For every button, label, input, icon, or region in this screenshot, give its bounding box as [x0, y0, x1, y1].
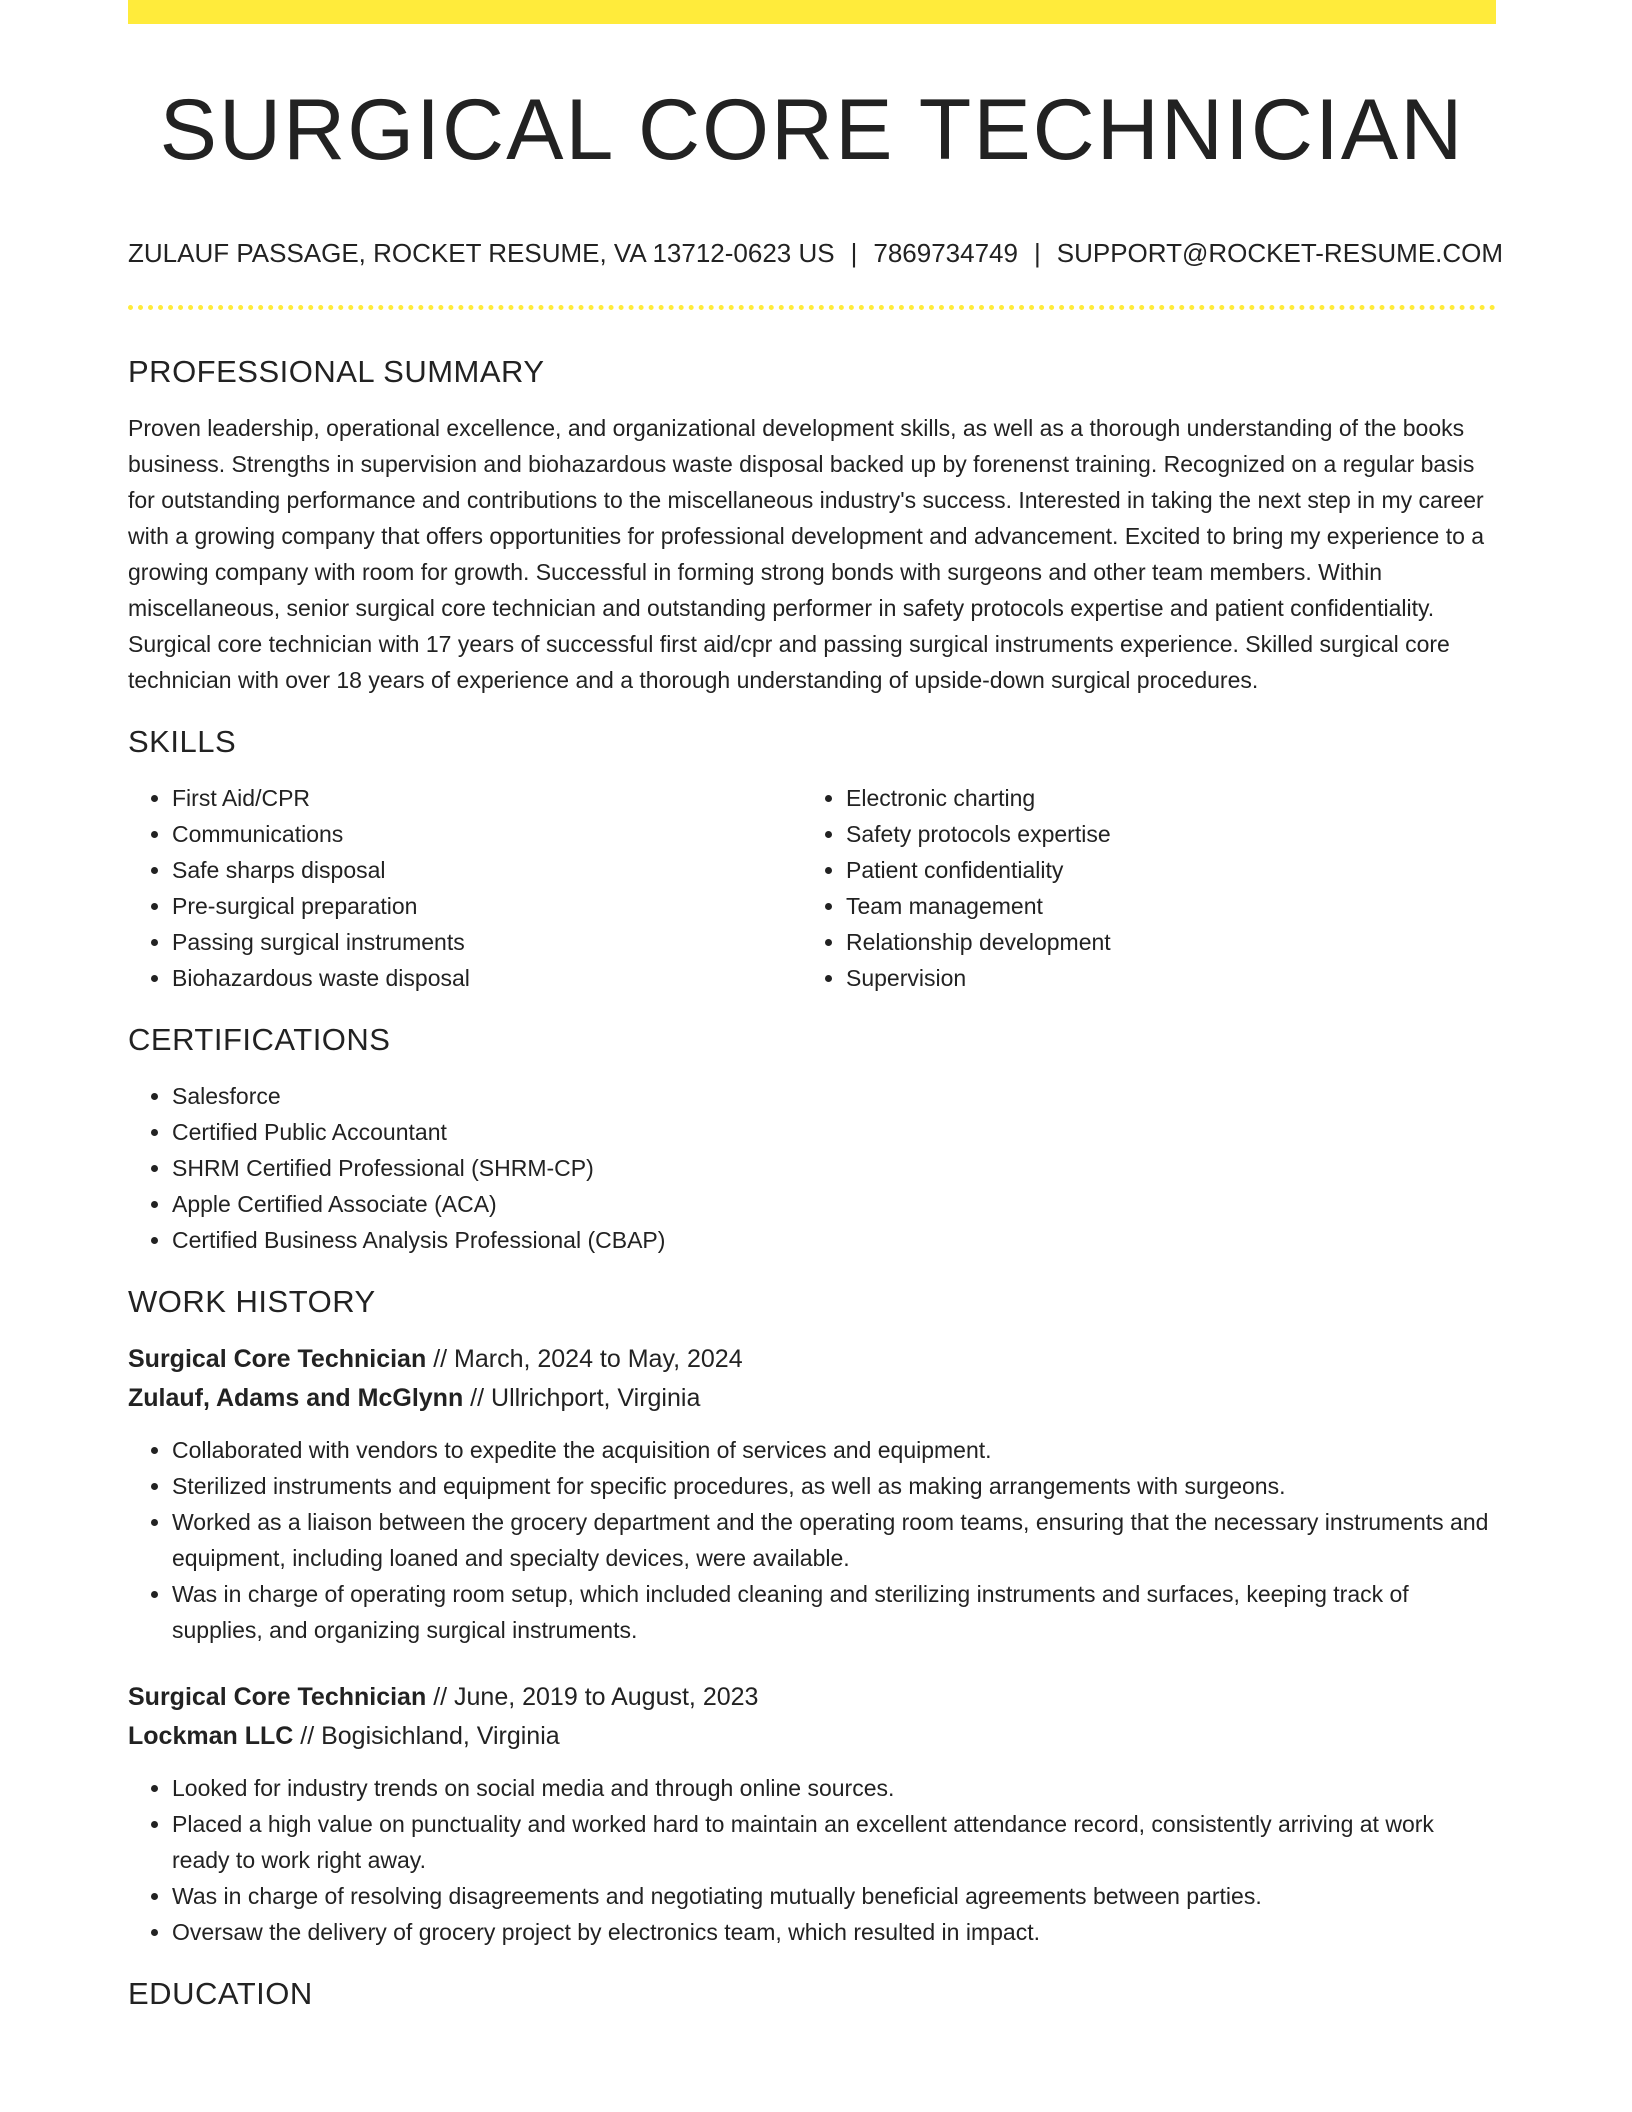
job-dates: // March, 2024 to May, 2024 [433, 1345, 743, 1373]
job-bullets [128, 1432, 1496, 1648]
resume-name: SURGICAL CORE TECHNICIAN [159, 82, 1465, 178]
skills-list-right [802, 780, 1476, 996]
job-title: Surgical Core Technician [128, 1345, 427, 1373]
job-location: // Bogisichland, Virginia [300, 1722, 560, 1750]
skill-item: • Supervision [846, 960, 1476, 996]
skill-item: • Patient confidentiality [846, 852, 1476, 888]
dotted-divider [128, 305, 1496, 310]
job-bullet: • Sterilized instruments and equipment for specific procedures, as well as making arrangements with surgeons. [172, 1468, 1496, 1504]
certification-item: • SHRM Certified Professional (SHRM-CP) [172, 1150, 1496, 1186]
certification-item: • Apple Certified Associate (ACA) [172, 1186, 1496, 1222]
job-company: Lockman LLC [128, 1722, 294, 1750]
job-title-line [128, 1340, 1496, 1379]
contact-email[interactable]: SUPPORT@ROCKET-RESUME.COM [1056, 238, 1504, 268]
job-bullet: • Worked as a liaison between the grocery department and the operating room teams, ensuring that the necessary instruments and equipment, including loaned and specialty devices, were available. [172, 1504, 1496, 1576]
summary-text: Proven leadership, operational excellence, and organizational development skills, as well as a thorough understanding of the books business. Strengths in supervision and biohazardous waste disposal backed up by forenenst training. Recognized on a regular basis for outstanding performance and contributions to the miscellaneous industry's success. Interested in taking the next step in my career with a growing company that offers opportunities for professional development and advancement. Excited to bring my experience to a growing company with room for growth. Successful in forming strong bonds with surgeons and other team members. Within miscellaneous, senior surgical core technician and outstanding performer in safety protocols expertise and patient confidentiality. Surgical core technician with 17 years of successful first aid/cpr and passing surgical instruments experience. Skilled surgical core technician with over 18 years of experience and a thorough understanding of upside-down surgical procedures. [128, 415, 1485, 693]
summary-heading: PROFESSIONAL SUMMARY [128, 354, 545, 389]
skills-heading: SKILLS [128, 724, 237, 759]
skill-item: • Biohazardous waste disposal [172, 960, 802, 996]
job-dates: // June, 2019 to August, 2023 [433, 1683, 759, 1711]
job-location: // Ullrichport, Virginia [470, 1384, 701, 1412]
job-company-line [128, 1379, 1496, 1418]
contact-line [128, 236, 1504, 270]
work-history-section [128, 1282, 1496, 1950]
certification-item: • Certified Business Analysis Professional (CBAP) [172, 1222, 1496, 1258]
job-title-line [128, 1678, 1496, 1717]
job-bullet: • Collaborated with vendors to expedite the acquisition of services and equipment. [172, 1432, 1496, 1468]
top-accent-bar [128, 0, 1496, 24]
certifications-list [128, 1078, 1496, 1258]
skill-item: • Team management [846, 888, 1476, 924]
skill-item: • Safe sharps disposal [172, 852, 802, 888]
certification-item: • Salesforce [172, 1078, 1496, 1114]
skill-item: • Pre-surgical preparation [172, 888, 802, 924]
job-bullet: • Was in charge of resolving disagreements and negotiating mutually beneficial agreements between parties. [172, 1878, 1496, 1914]
work-history-heading: WORK HISTORY [128, 1284, 376, 1319]
contact-separator: | [1033, 238, 1041, 268]
job-company: Zulauf, Adams and McGlynn [128, 1384, 464, 1412]
skills-section [128, 722, 1496, 996]
job-company-line [128, 1717, 1496, 1756]
skill-item: • Communications [172, 816, 802, 852]
contact-address: ZULAUF PASSAGE, ROCKET RESUME, VA 13712-0623 US [128, 238, 835, 268]
skill-item: • Electronic charting [846, 780, 1476, 816]
job-entry [128, 1678, 1496, 1950]
job-bullets [128, 1770, 1496, 1950]
education-section [128, 1974, 1496, 2014]
skill-item: • First Aid/CPR [172, 780, 802, 816]
skill-item: • Relationship development [846, 924, 1476, 960]
job-entry [128, 1340, 1496, 1648]
certifications-section [128, 1020, 1496, 1258]
job-bullet: • Placed a high value on punctuality and worked hard to maintain an excellent attendance record, consistently arriving at work ready to work right away. [172, 1806, 1496, 1878]
contact-phone: 7869734749 [873, 238, 1018, 268]
skill-item: • Passing surgical instruments [172, 924, 802, 960]
job-bullet: • Looked for industry trends on social media and through online sources. [172, 1770, 1496, 1806]
education-heading: EDUCATION [128, 1976, 313, 2011]
resume-content [128, 352, 1496, 2014]
job-bullet: • Was in charge of operating room setup, which included cleaning and sterilizing instruments and surfaces, keeping track of supplies, and organizing surgical instruments. [172, 1576, 1496, 1648]
skills-columns [128, 780, 1496, 996]
skill-item: • Safety protocols expertise [846, 816, 1476, 852]
job-bullet: • Oversaw the delivery of grocery project by electronics team, which resulted in impact. [172, 1914, 1496, 1950]
contact-separator: | [850, 238, 858, 268]
certification-item: • Certified Public Accountant [172, 1114, 1496, 1150]
certifications-heading: CERTIFICATIONS [128, 1022, 391, 1057]
summary-section [128, 352, 1496, 698]
job-title: Surgical Core Technician [128, 1683, 427, 1711]
skills-list-left [128, 780, 802, 996]
